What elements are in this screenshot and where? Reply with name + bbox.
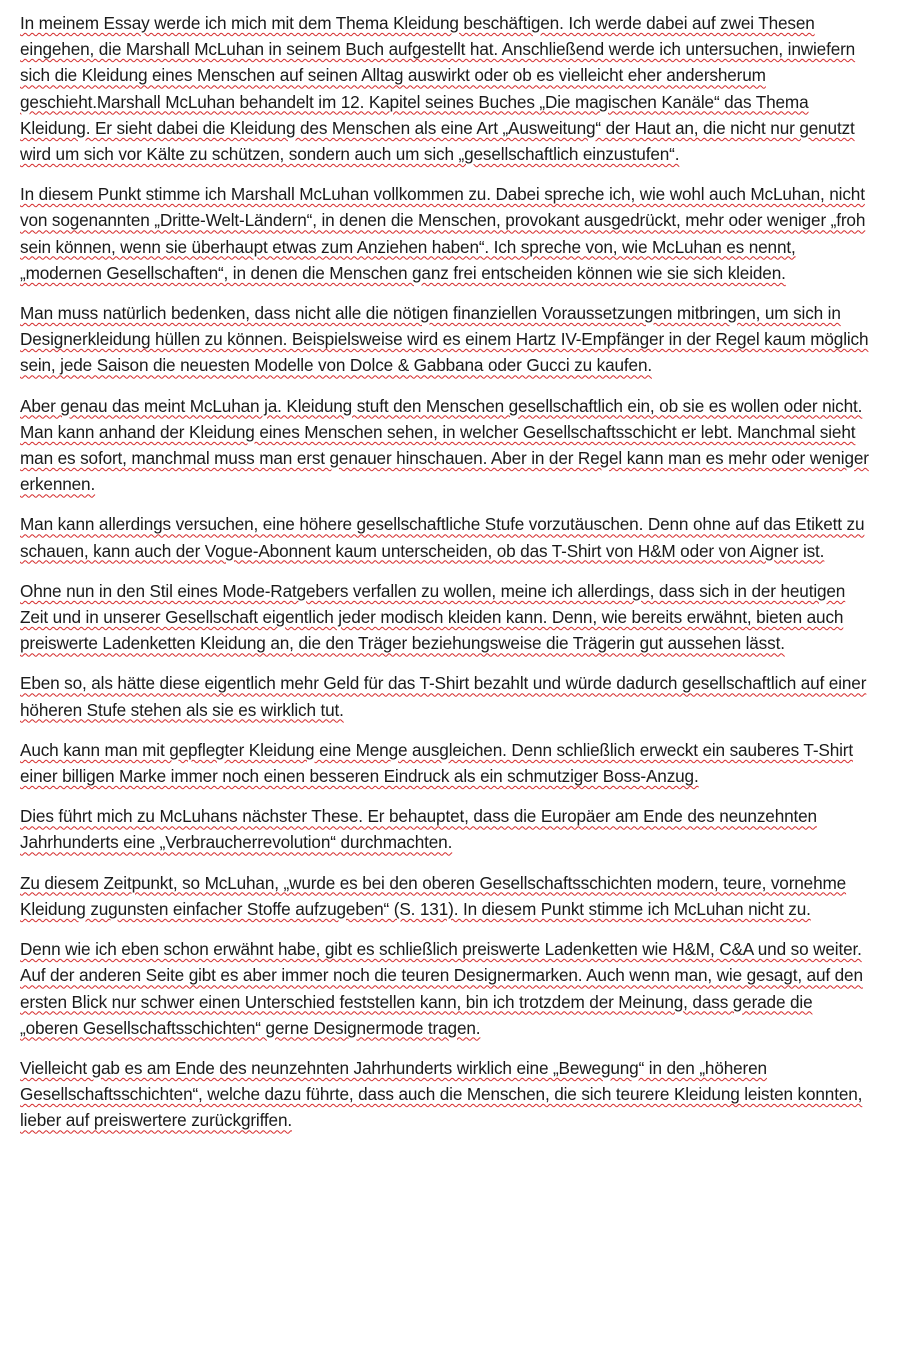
paragraph-11[interactable]: Denn wie ich eben schon erwähnt habe, gibt es schließlich preiswerte Ladenketten wie H&M, C&A und so weiter. Auf der anderen Seite gibt es aber immer noch die teuren Designermarken. Auch wenn man, wie gesagt, auf den ersten Blick nur schwer einen Unterschied feststellen kann, bin ich trotzdem der Meinung, dass gerade die „oberen Gesellschaftsschichten“ gerne Designermode tragen. [20, 939, 863, 1038]
paragraph-7[interactable]: Eben so, als hätte diese eigentlich mehr Geld für das T-Shirt bezahlt und würde dadurch gesellschaftlich auf einer höheren Stufe stehen als sie es wirklich tut. [20, 673, 867, 720]
paragraph-2[interactable]: In diesem Punkt stimme ich Marshall McLuhan vollkommen zu. Dabei spreche ich, wie wohl auch McLuhan, nicht von sogenannten „Dritte-Welt-Ländern“, in denen die Menschen, provokant ausgedrückt, mehr oder weniger „froh sein können, wenn sie überhaupt etwas zum Anziehen haben“. Ich spreche von, wie McLuhan es nennt, „modernen Gesellschaften“, in denen die Menschen ganz frei entscheiden können wie sie sich kleiden. [20, 184, 866, 283]
paragraph-12[interactable]: Vielleicht gab es am Ende des neunzehnten Jahrhunderts wirklich eine „Bewegung“ in den „höheren Gesellschaftsschichten“, welche dazu führte, dass auch die Menschen, die sich teurere Kleidung leisten konnten, lieber auf preiswertere zurückgriffen. [20, 1057, 863, 1131]
paragraph-8[interactable]: Auch kann man mit gepflegter Kleidung eine Menge ausgleichen. Denn schließlich erweckt ein sauberes T-Shirt einer billigen Marke immer noch einen besseren Eindruck als ein schmutziger Boss-Anzug. [20, 739, 853, 787]
paragraph-3[interactable]: Man muss natürlich bedenken, dass nicht alle die nötigen finanziellen Voraussetzungen mitbringen, um sich in Designerkleidung hüllen zu können. Beispielsweise wird es einem Hartz IV-Empfänger in der Regel kaum möglich sein, jede Saison die neuesten Modelle von Dolce & Gabbana oder Gucci zu kaufen. [20, 303, 869, 376]
paragraph-6[interactable]: Ohne nun in den Stil eines Mode-Ratgebers verfallen zu wollen, meine ich allerdings, dass sich in der heutigen Zeit und in unserer Gesellschaft eigentlich jeder modisch kleiden kann. Denn, wie bereits erwähnt, bieten auch preiswerte Ladenketten Kleidung an, die den Träger beziehungsweise die Trägerin gut aussehen lässt. [20, 580, 846, 654]
paragraph-10[interactable]: Zu diesem Zeitpunkt, so McLuhan, „wurde es bei den oberen Gesellschaftsschichten modern, teure, vornehme Kleidung zugunsten einfacher Stoffe aufzugeben“ (S. 131). In diesem Punkt stimme ich McLuhan nicht zu. [20, 872, 847, 919]
document-page[interactable] [20, 10, 872, 1148]
paragraph-9[interactable]: Dies führt mich zu McLuhans nächster These. Er behauptet, dass die Europäer am Ende des neunzehnten Jahrhunderts eine „Verbraucherrevolution“ durchmachten. [20, 806, 817, 853]
paragraph-1[interactable]: In meinem Essay werde ich mich mit dem Thema Kleidung beschäftigen. Ich werde dabei auf zwei Thesen eingehen, die Marshall McLuhan in seinem Buch aufgestellt hat. Anschließend werde ich untersuchen, inwiefern sich die Kleidung eines Menschen auf seinen Alltag auswirkt oder ob es vielleicht eher andersherum geschieht.Marshall McLuhan behandelt im 12. Kapitel seines Buches „Die magischen Kanäle“ das Thema Kleidung. Er sieht dabei die Kleidung des Menschen als eine Art „Ausweitung“ der Haut an, die nicht nur genutzt wird um sich vor Kälte zu schützen, sondern auch um sich „gesellschaftlich einzustufen“. [20, 13, 856, 165]
paragraph-5[interactable]: Man kann allerdings versuchen, eine höhere gesellschaftliche Stufe vorzutäuschen. Denn ohne auf das Etikett zu schauen, kann auch der Vogue-Abonnent kaum unterscheiden, ob das T-Shirt von H&M oder von Aigner ist. [20, 514, 865, 561]
paragraph-4[interactable]: Aber genau das meint McLuhan ja. Kleidung stuft den Menschen gesellschaftlich ein, ob sie es wollen oder nicht. Man kann anhand der Kleidung eines Menschen sehen, in welcher Gesellschaftsschicht er lebt. Manchmal sieht man es sofort, manchmal muss man erst genauer hinschauen. Aber in der Regel kann man es mehr oder weniger erkennen. [20, 395, 869, 495]
